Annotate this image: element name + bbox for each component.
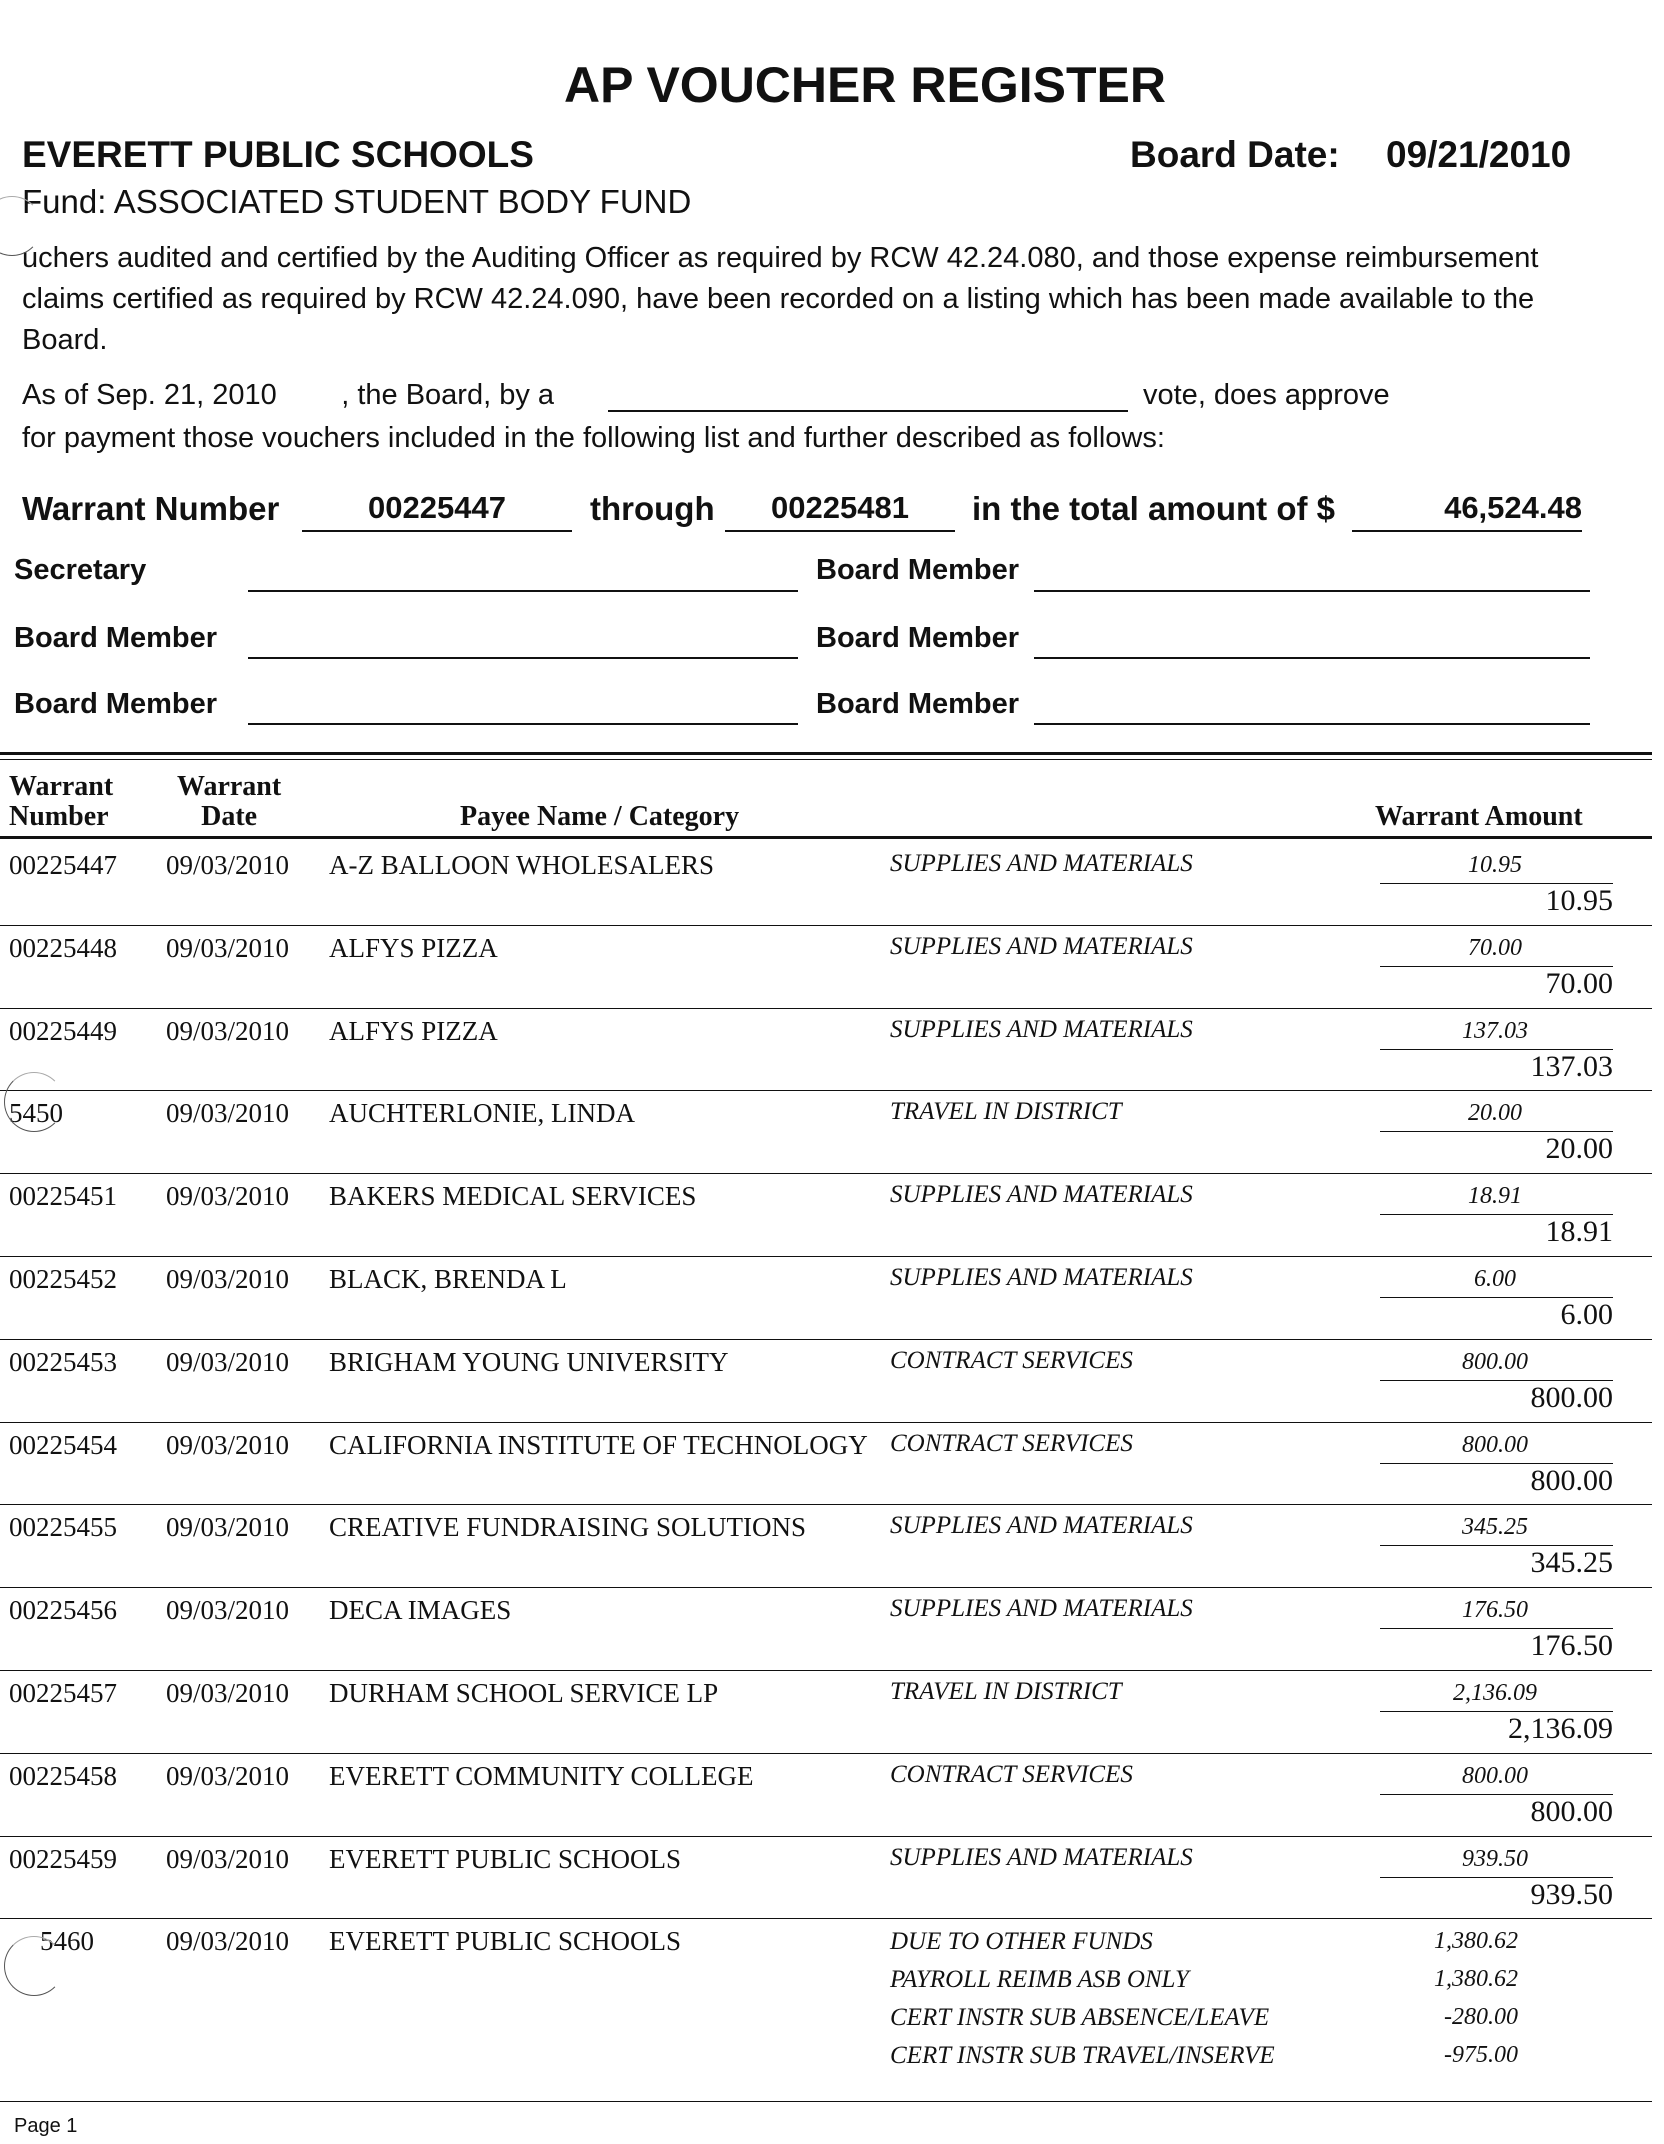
warrant-to: 00225481 xyxy=(725,490,955,532)
payee-name: CREATIVE FUNDRAISING SOLUTIONS xyxy=(329,1512,807,1543)
warrant-number-label: Warrant Number xyxy=(22,490,280,527)
header-payee: Payee Name / Category xyxy=(460,801,740,832)
warrant-date: 09/03/2010 xyxy=(166,850,290,880)
board-member-signature-line[interactable] xyxy=(248,655,798,659)
row-divider xyxy=(0,1587,1652,1588)
category: SUPPLIES AND MATERIALS xyxy=(890,1264,1193,1291)
header-warrant-number xyxy=(9,772,113,832)
warrant-number: 00225459 xyxy=(9,1843,117,1874)
total-amount-value: 46,524.48 xyxy=(1352,490,1582,532)
warrant-date: 09/03/2010 xyxy=(166,1264,290,1294)
warrant-number: 00225449 xyxy=(9,1015,117,1046)
category: CONTRACT SERVICES xyxy=(890,1760,1133,1788)
payee-name: ALFYS PIZZA xyxy=(329,1015,498,1046)
line-amount: 800.00 xyxy=(1462,1348,1528,1375)
row-divider xyxy=(0,1256,1652,1257)
line-amount: 345.25 xyxy=(1462,1514,1528,1541)
line-amount: 2,136.09 xyxy=(1453,1680,1537,1706)
warrant-total: 6.00 xyxy=(1560,1298,1613,1331)
warrant-date: 09/03/2010 xyxy=(166,1181,290,1212)
row-divider xyxy=(0,1836,1652,1837)
category: CERT INSTR SUB ABSENCE/LEAVE xyxy=(890,2004,1270,2032)
line-amount: 6.00 xyxy=(1474,1266,1516,1292)
line-amount: 1,380.62 xyxy=(1434,1928,1518,1955)
warrant-total: 137.03 xyxy=(1530,1049,1613,1083)
fund-line: Fund: ASSOCIATED STUDENT BODY FUND xyxy=(22,183,692,220)
warrant-number: 00225448 xyxy=(9,932,117,963)
line-amount: 18.91 xyxy=(1468,1183,1522,1210)
category: TRAVEL IN DISTRICT xyxy=(890,1678,1122,1705)
payee-name: DURHAM SCHOOL SERVICE LP xyxy=(329,1678,719,1708)
category: TRAVEL IN DISTRICT xyxy=(890,1098,1122,1126)
warrant-number: 00225452 xyxy=(9,1264,117,1294)
warrant-number: 00225457 xyxy=(9,1678,117,1708)
board-member-label: Board Member xyxy=(14,622,218,654)
payee-name: EVERETT COMMUNITY COLLEGE xyxy=(329,1760,754,1791)
payee-name: EVERETT PUBLIC SCHOOLS xyxy=(329,1843,682,1874)
row-divider xyxy=(0,1918,1652,1919)
warrant-date: 09/03/2010 xyxy=(166,1098,290,1129)
warrant-date: 09/03/2010 xyxy=(166,1595,290,1626)
warrant-number: 00225456 xyxy=(9,1595,117,1626)
payee-name: CALIFORNIA INSTITUTE OF TECHNOLOGY xyxy=(329,1429,868,1460)
line-amount: 176.50 xyxy=(1462,1597,1528,1624)
board-member-signature-line[interactable] xyxy=(1034,655,1590,659)
category: CERT INSTR SUB TRAVEL/INSERVE xyxy=(890,2042,1275,2070)
row-divider xyxy=(0,1090,1652,1091)
punch-hole-mark xyxy=(4,1936,64,1996)
header-text: Date xyxy=(201,801,258,832)
as-of-board: , the Board, by a xyxy=(341,379,555,411)
as-of-line xyxy=(22,379,554,412)
through-label: through xyxy=(590,490,715,527)
warrant-total: 2,136.09 xyxy=(1508,1712,1613,1745)
header-text: Number xyxy=(9,801,109,832)
warrant-from: 00225447 xyxy=(302,490,572,532)
board-member-signature-line[interactable] xyxy=(248,721,798,725)
category: CONTRACT SERVICES xyxy=(890,1346,1133,1374)
warrant-date: 09/03/2010 xyxy=(166,1512,290,1543)
category: SUPPLIES AND MATERIALS xyxy=(890,932,1193,960)
line-amount: 800.00 xyxy=(1462,1431,1528,1458)
payee-name: BLACK, BRENDA L xyxy=(329,1264,567,1294)
warrant-total: 176.50 xyxy=(1530,1629,1613,1663)
category: CONTRACT SERVICES xyxy=(890,1429,1133,1457)
warrant-date: 09/03/2010 xyxy=(166,1015,290,1046)
warrant-date: 09/03/2010 xyxy=(166,932,290,963)
line-amount: -975.00 xyxy=(1444,2042,1518,2069)
payee-name: AUCHTERLONIE, LINDA xyxy=(329,1098,635,1129)
total-amount-label: in the total amount of $ xyxy=(972,490,1335,527)
vote-suffix: vote, does approve xyxy=(1143,379,1390,411)
line-amount: 70.00 xyxy=(1468,934,1522,961)
certification-statement: uchers audited and certified by the Auditing Officer as required by RCW 42.24.080, and those expense reimbursement claims certified as required by RCW 42.24.090, have been recorded on a listing which has been made available to the Board. xyxy=(22,242,1539,356)
line-amount: -280.00 xyxy=(1444,2004,1518,2031)
board-date-label: Board Date: xyxy=(1130,134,1340,175)
line-amount: 800.00 xyxy=(1462,1762,1528,1789)
category: SUPPLIES AND MATERIALS xyxy=(890,1015,1193,1043)
header-warrant-date xyxy=(177,772,281,832)
as-of-date: As of Sep. 21, 2010 xyxy=(22,379,277,411)
warrant-number: 5450 xyxy=(9,1098,63,1129)
warrant-number: 00225447 xyxy=(9,850,117,880)
board-member-label: Board Member xyxy=(816,622,1020,654)
board-member-label: Board Member xyxy=(816,554,1020,586)
line-amount: 137.03 xyxy=(1462,1017,1528,1044)
warrant-total: 800.00 xyxy=(1530,1794,1613,1828)
warrant-date: 09/03/2010 xyxy=(166,1678,290,1708)
category: SUPPLIES AND MATERIALS xyxy=(890,850,1193,877)
row-divider xyxy=(0,1422,1652,1423)
page-title: AP VOUCHER REGISTER xyxy=(564,57,1166,113)
row-divider xyxy=(0,925,1652,926)
board-member-label: Board Member xyxy=(14,688,218,720)
warrant-date: 09/03/2010 xyxy=(166,1346,290,1377)
category: SUPPLIES AND MATERIALS xyxy=(890,1595,1193,1623)
warrant-total: 939.50 xyxy=(1530,1877,1613,1911)
warrant-total: 800.00 xyxy=(1530,1380,1613,1414)
warrant-date: 09/03/2010 xyxy=(166,1760,290,1791)
vote-blank-line[interactable] xyxy=(608,410,1128,412)
warrant-total: 10.95 xyxy=(1545,884,1613,917)
warrant-total: 800.00 xyxy=(1530,1463,1613,1497)
warrant-number: 00225455 xyxy=(9,1512,117,1543)
row-divider xyxy=(0,1008,1652,1009)
row-divider xyxy=(0,1670,1652,1671)
row-divider xyxy=(0,1173,1652,1174)
warrant-date: 09/03/2010 xyxy=(166,1843,290,1874)
category: SUPPLIES AND MATERIALS xyxy=(890,1181,1193,1209)
header-warrant-amount: Warrant Amount xyxy=(1375,801,1583,832)
row-divider xyxy=(0,1504,1652,1505)
category: DUE TO OTHER FUNDS xyxy=(890,1928,1153,1956)
section-divider xyxy=(0,752,1652,755)
warrant-date: 09/03/2010 xyxy=(166,1429,290,1460)
category: SUPPLIES AND MATERIALS xyxy=(890,1512,1193,1540)
header-text: Warrant xyxy=(177,771,282,802)
board-member-signature-line[interactable] xyxy=(1034,721,1590,725)
board-member-signature-line[interactable] xyxy=(1034,588,1590,592)
warrant-total: 20.00 xyxy=(1545,1132,1613,1166)
warrant-total: 18.91 xyxy=(1545,1215,1613,1249)
category: PAYROLL REIMB ASB ONLY xyxy=(890,1966,1189,1994)
warrant-number: 00225454 xyxy=(9,1429,117,1460)
payee-name: EVERETT PUBLIC SCHOOLS xyxy=(329,1926,682,1957)
warrant-number: 00225458 xyxy=(9,1760,117,1791)
warrant-number: 00225451 xyxy=(9,1181,117,1212)
payee-name: ALFYS PIZZA xyxy=(329,932,498,963)
line-amount: 20.00 xyxy=(1468,1100,1522,1127)
secretary-label: Secretary xyxy=(14,554,147,586)
payee-name: A-Z BALLOON WHOLESALERS xyxy=(329,850,714,880)
payment-line: for payment those vouchers included in the following list and further described as follows: xyxy=(22,422,1165,454)
warrant-total: 70.00 xyxy=(1545,966,1613,1000)
organization-name: EVERETT PUBLIC SCHOOLS xyxy=(22,134,534,175)
line-amount: 1,380.62 xyxy=(1434,1966,1518,1993)
payee-name: BRIGHAM YOUNG UNIVERSITY xyxy=(329,1346,729,1377)
warrant-number: 5460 xyxy=(40,1926,94,1957)
board-date-value: 09/21/2010 xyxy=(1386,134,1572,175)
board-member-label: Board Member xyxy=(816,688,1020,720)
warrant-number: 00225453 xyxy=(9,1346,117,1377)
warrant-total: 345.25 xyxy=(1530,1546,1613,1580)
row-divider xyxy=(0,1753,1652,1754)
line-amount: 10.95 xyxy=(1468,852,1522,878)
page-number: Page 1 xyxy=(14,2115,78,2137)
payee-name: DECA IMAGES xyxy=(329,1595,512,1626)
header-text: Warrant xyxy=(9,771,114,802)
header-divider xyxy=(0,836,1652,839)
section-divider xyxy=(0,759,1652,760)
row-divider xyxy=(0,1339,1652,1340)
line-amount: 939.50 xyxy=(1462,1845,1528,1872)
payee-name: BAKERS MEDICAL SERVICES xyxy=(329,1181,697,1212)
footer-divider xyxy=(0,2101,1652,2102)
secretary-signature-line[interactable] xyxy=(248,588,798,592)
warrant-date: 09/03/2010 xyxy=(166,1926,290,1957)
category: SUPPLIES AND MATERIALS xyxy=(890,1843,1193,1871)
punch-hole-mark xyxy=(4,1072,64,1132)
